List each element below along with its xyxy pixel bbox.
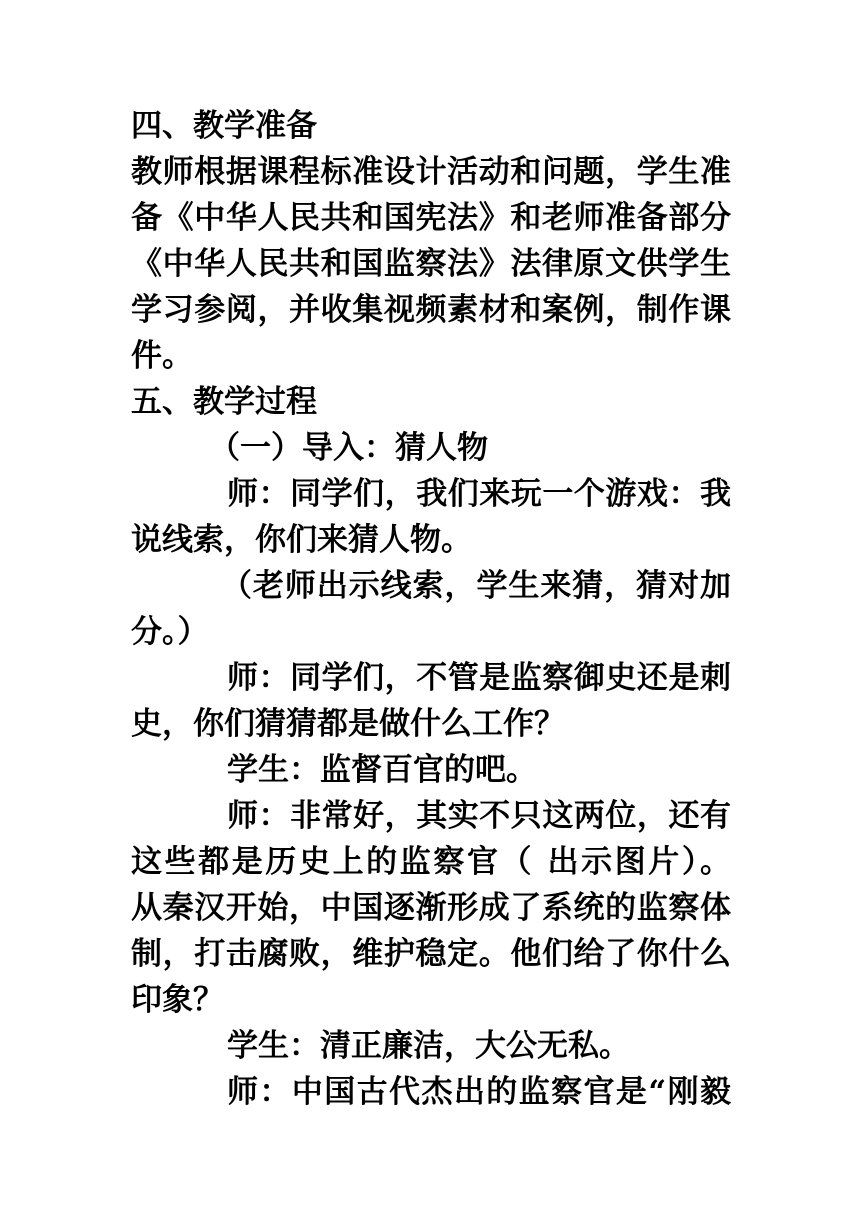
paragraph-line: 备《中华人民共和国宪法》和老师准备部分 [131, 200, 731, 236]
paragraph-line: 这些都是历史上的监察官（ 出示图片）。 [131, 844, 731, 880]
paragraph-line: 师：中国古代杰出的监察官是“刚毅 [227, 1074, 731, 1110]
subsection-heading-intro: （一）导入：猜人物 [209, 430, 488, 466]
paragraph-line: 从秦汉开始，中国逐渐形成了系统的监察体 [131, 890, 731, 926]
paragraph-line: 学习参阅，并收集视频素材和案例，制作课 [131, 292, 731, 328]
paragraph-line: （老师出示线索，学生来猜，猜对加 [221, 568, 731, 604]
paragraph-line: 《中华人民共和国监察法》法律原文供学生 [131, 246, 731, 282]
paragraph-line: 说线索，你们来猜人物。 [131, 522, 472, 558]
paragraph-line: 师：同学们，我们来玩一个游戏：我 [227, 476, 731, 512]
paragraph-line: 分。） [131, 614, 209, 650]
paragraph-line: 学生：清正廉洁，大公无私。 [227, 1028, 630, 1064]
paragraph-line: 制，打击腐败，维护稳定。他们给了你什么 [131, 936, 731, 972]
paragraph-line: 学生：监督百官的吧。 [227, 752, 537, 788]
paragraph-line: 师：同学们，不管是监察御史还是刺 [227, 660, 731, 696]
paragraph-line: 印象？ [131, 982, 224, 1018]
paragraph-line: 史，你们猜猜都是做什么工作？ [131, 706, 565, 742]
section-heading-process: 五、教学过程 [131, 384, 317, 420]
paragraph-line: 师：非常好，其实不只这两位，还有 [227, 798, 731, 834]
section-heading-preparation: 四、教学准备 [131, 108, 317, 144]
paragraph-line: 件。 [131, 338, 193, 374]
paragraph-line: 教师根据课程标准设计活动和问题，学生准 [131, 154, 731, 190]
